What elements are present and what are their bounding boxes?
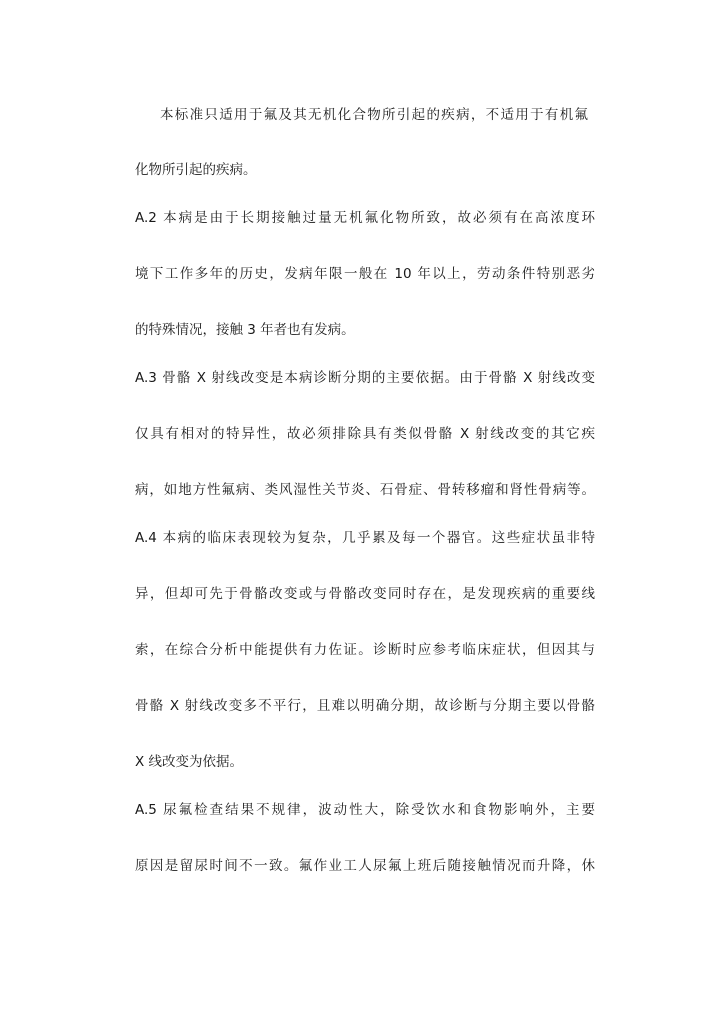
paragraph-line: 仅具有相对的特异性，故必须排除具有类似骨骼 X 射线改变的其它疾 xyxy=(135,426,595,442)
paragraph-line: 本标准只适用于氟及其无机化合物所引起的疾病，不适用于有机氟 xyxy=(160,107,588,123)
paragraph-line: 的特殊情况，接触 3 年者也有发病。 xyxy=(135,322,355,338)
paragraph-line: 异，但却可先于骨骼改变或与骨骼改变同时存在，是发现疾病的重要线 xyxy=(135,586,595,602)
paragraph-line: 化物所引起的疾病。 xyxy=(135,162,257,178)
paragraph-line: X 线改变为依据。 xyxy=(135,754,244,770)
section-a2-line: A.2 本病是由于长期接触过量无机氟化物所致，故必须有在高浓度环 xyxy=(135,210,595,226)
paragraph-line: 境下工作多年的历史，发病年限一般在 10 年以上，劳动条件特别恶劣 xyxy=(135,266,595,282)
paragraph-line: 原因是留尿时间不一致。氟作业工人尿氟上班后随接触情况而升降，休 xyxy=(135,858,595,874)
section-a3-line: A.3 骨骼 X 射线改变是本病诊断分期的主要依据。由于骨骼 X 射线改变 xyxy=(135,370,595,386)
paragraph-line: 骨骼 X 射线改变多不平行，且难以明确分期，故诊断与分期主要以骨骼 xyxy=(135,698,595,714)
section-a4-line: A.4 本病的临床表现较为复杂，几乎累及每一个器官。这些症状虽非特 xyxy=(135,530,595,546)
paragraph-line: 索，在综合分析中能提供有力佐证。诊断时应参考临床症状，但因其与 xyxy=(135,642,595,658)
section-a5-line: A.5 尿氟检查结果不规律，波动性大，除受饮水和食物影响外，主要 xyxy=(135,802,595,818)
paragraph-line: 病，如地方性氟病、类风湿性关节炎、石骨症、骨转移瘤和肾性骨病等。 xyxy=(135,482,595,498)
